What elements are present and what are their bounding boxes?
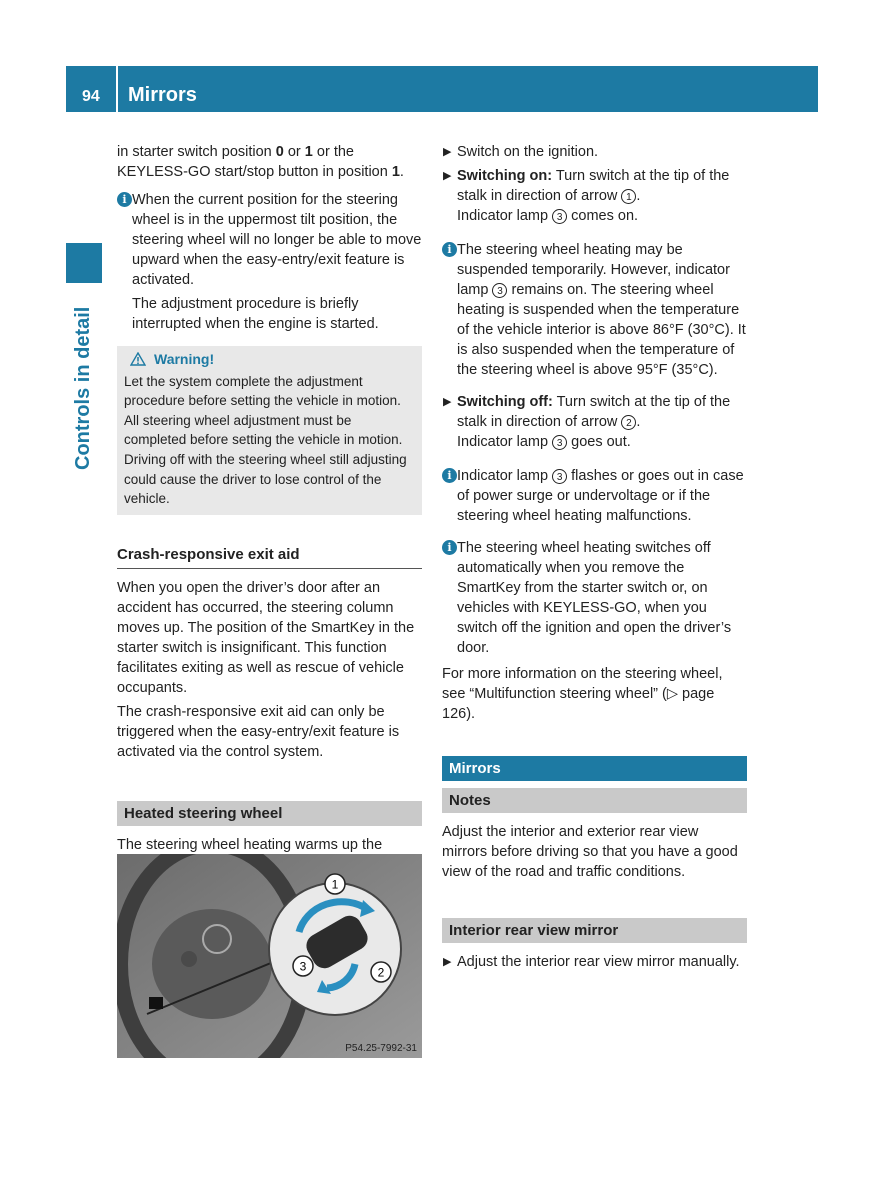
step-arrow-icon: ▶ <box>443 170 452 182</box>
info-icon: i <box>442 540 457 555</box>
svg-text:1: 1 <box>331 877 339 892</box>
notes-heading: Notes <box>442 788 747 813</box>
callout-3 <box>293 956 313 976</box>
page-number: 94 <box>82 88 100 105</box>
warning-title: Warning! <box>130 350 415 370</box>
svg-text:3: 3 <box>299 959 307 974</box>
steering-wheel-illustration <box>117 854 422 1058</box>
crash-paragraph-2: The crash-responsive exit aid can only be triggered when the easy-entry/exit feature is activated via the control system. <box>117 703 400 760</box>
heated-paragraph: The steering wheel heating warms up the <box>117 836 383 853</box>
crash-paragraph-1: When you open the driver’s door after an accident has occurred, the steering column moves up. The position of the SmartKey in the starter switch is insignificant. This function facilitates exiting as well as rescue of vehicle occupants. <box>117 579 415 696</box>
figure-code: P54.25-7992-31 <box>345 1043 417 1054</box>
header-divider <box>116 66 118 112</box>
step-arrow-icon: ▶ <box>443 146 452 158</box>
side-tab-label: Controls in detail <box>72 306 94 470</box>
mirrors-heading: Mirrors <box>442 756 747 781</box>
step-arrow-icon: ▶ <box>443 956 452 968</box>
heated-heading: Heated steering wheel <box>117 801 422 826</box>
right-column <box>442 142 747 976</box>
info-icon: i <box>442 242 457 257</box>
warning-text: Let the system complete the adjustment procedure before setting the vehicle in motion. All steering wheel adjustment must be completed before setting the vehicle in motion. Driving off with the steering wheel still adjusting could cause the driver to lose control of the vehicle. <box>124 373 407 507</box>
info-note: i When the current position for the steering wheel is in the uppermost tilt position, the steering wheel will no longer be able to move upward when the easy-entry/exit feature is activated. The adjustment procedure is briefly interrupted when the engine is started. <box>117 190 422 334</box>
info-note: i The steering wheel heating switches off automatically when you remove the SmartKey from the starter switch or, on vehicles with KEYLESS-GO, when you switch off the ignition and open the driver’s door. <box>442 538 747 658</box>
side-tab-marker <box>66 243 102 283</box>
left-column <box>117 142 422 879</box>
step-switch-on: ▶ Switching on: Turn switch at the tip of the stalk in direction of arrow 1 . Indicator lamp 3 comes on. <box>443 168 730 224</box>
page-title: Mirrors <box>128 84 197 106</box>
info-note: i Indicator lamp 3 flashes or goes out in case of power surge or undervoltage or if the steering wheel heating malfunctions. <box>442 466 747 526</box>
step-arrow-icon: ▶ <box>443 396 452 408</box>
steering-wheel-figure <box>117 854 422 1058</box>
more-info-paragraph: For more information on the steering wheel, see “Multifunction steering wheel” (▷ page 126). <box>442 666 723 722</box>
step-switch-off: ▶ Switching off: Turn switch at the tip of the stalk in direction of arrow 2 . Indicator lamp 3 goes out. <box>443 394 731 450</box>
notes-paragraph: Adjust the interior and exterior rear view mirrors before driving so that you have a good view of the road and traffic conditions. <box>442 824 738 880</box>
step-ignition: ▶ Switch on the ignition. <box>443 144 599 160</box>
intro-paragraph: in starter switch position 0 or 1 or the KEYLESS-GO start/stop button in position 1. <box>117 144 404 180</box>
info-icon: i <box>117 192 132 207</box>
callout-2 <box>371 962 391 982</box>
info-icon: i <box>442 468 457 483</box>
interior-mirror-heading: Interior rear view mirror <box>442 918 747 943</box>
callout-1 <box>325 874 345 894</box>
step-adjust-mirror: ▶ Adjust the interior rear view mirror manually. <box>443 954 740 970</box>
warning-box <box>117 346 422 515</box>
warning-icon <box>130 352 146 366</box>
svg-text:2: 2 <box>377 965 385 980</box>
info-note: i The steering wheel heating may be suspended temporarily. However, indicator lamp 3 remains on. The steering wheel heating is suspended when the temperature of the vehicle interior is above 86°F (30°C). It is also suspended when the temperature of the steering wheel is above 95°F (35°C). <box>442 240 747 380</box>
crash-heading: Crash-responsive exit aid <box>117 545 422 569</box>
